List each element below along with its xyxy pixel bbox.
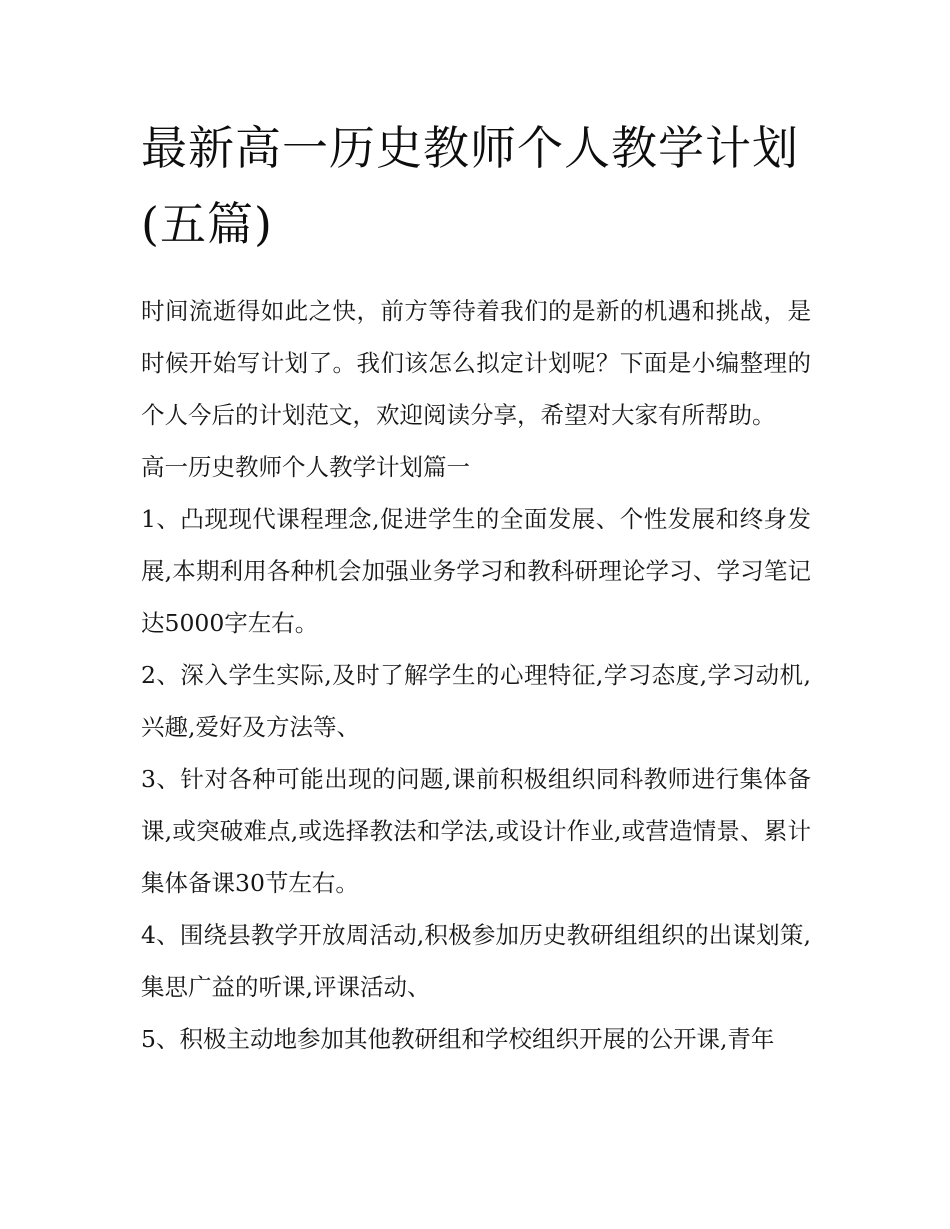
list-item: 1、凸现现代课程理念,促进学生的全面发展、个性发展和终身发展,本期利用各种机会加强业务学习和教科研理论学习、学习笔记达5000字左右。 <box>141 505 811 637</box>
document-title: 最新高一历史教师个人教学计划(五篇) <box>141 121 799 251</box>
list-item: 3、针对各种可能出现的问题,课前积极组织同科教师进行集体备课,或突破难点,或选择教法和学法,或设计作业,或营造情景、累计集体备课30节左右。 <box>141 765 811 897</box>
list-item: 5、积极主动地参加其他教研组和学校组织开展的公开课,青年 <box>141 1025 775 1053</box>
section-heading: 高一历史教师个人教学计划篇一 <box>141 453 470 481</box>
list-item: 4、围绕县教学开放周活动,积极参加历史教研组组织的出谋划策,集思广益的听课,评课活动、 <box>141 921 811 1001</box>
document-body <box>141 285 811 1065</box>
intro-paragraph: 时间流逝得如此之快，前方等待着我们的是新的机遇和挑战，是时候开始写计划了。我们该怎么拟定计划呢？下面是小编整理的个人今后的计划范文，欢迎阅读分享，希望对大家有所帮助。 <box>141 297 811 429</box>
list-item: 2、深入学生实际,及时了解学生的心理特征,学习态度,学习动机,兴趣,爱好及方法等、 <box>141 661 811 741</box>
document-content <box>141 110 811 1065</box>
